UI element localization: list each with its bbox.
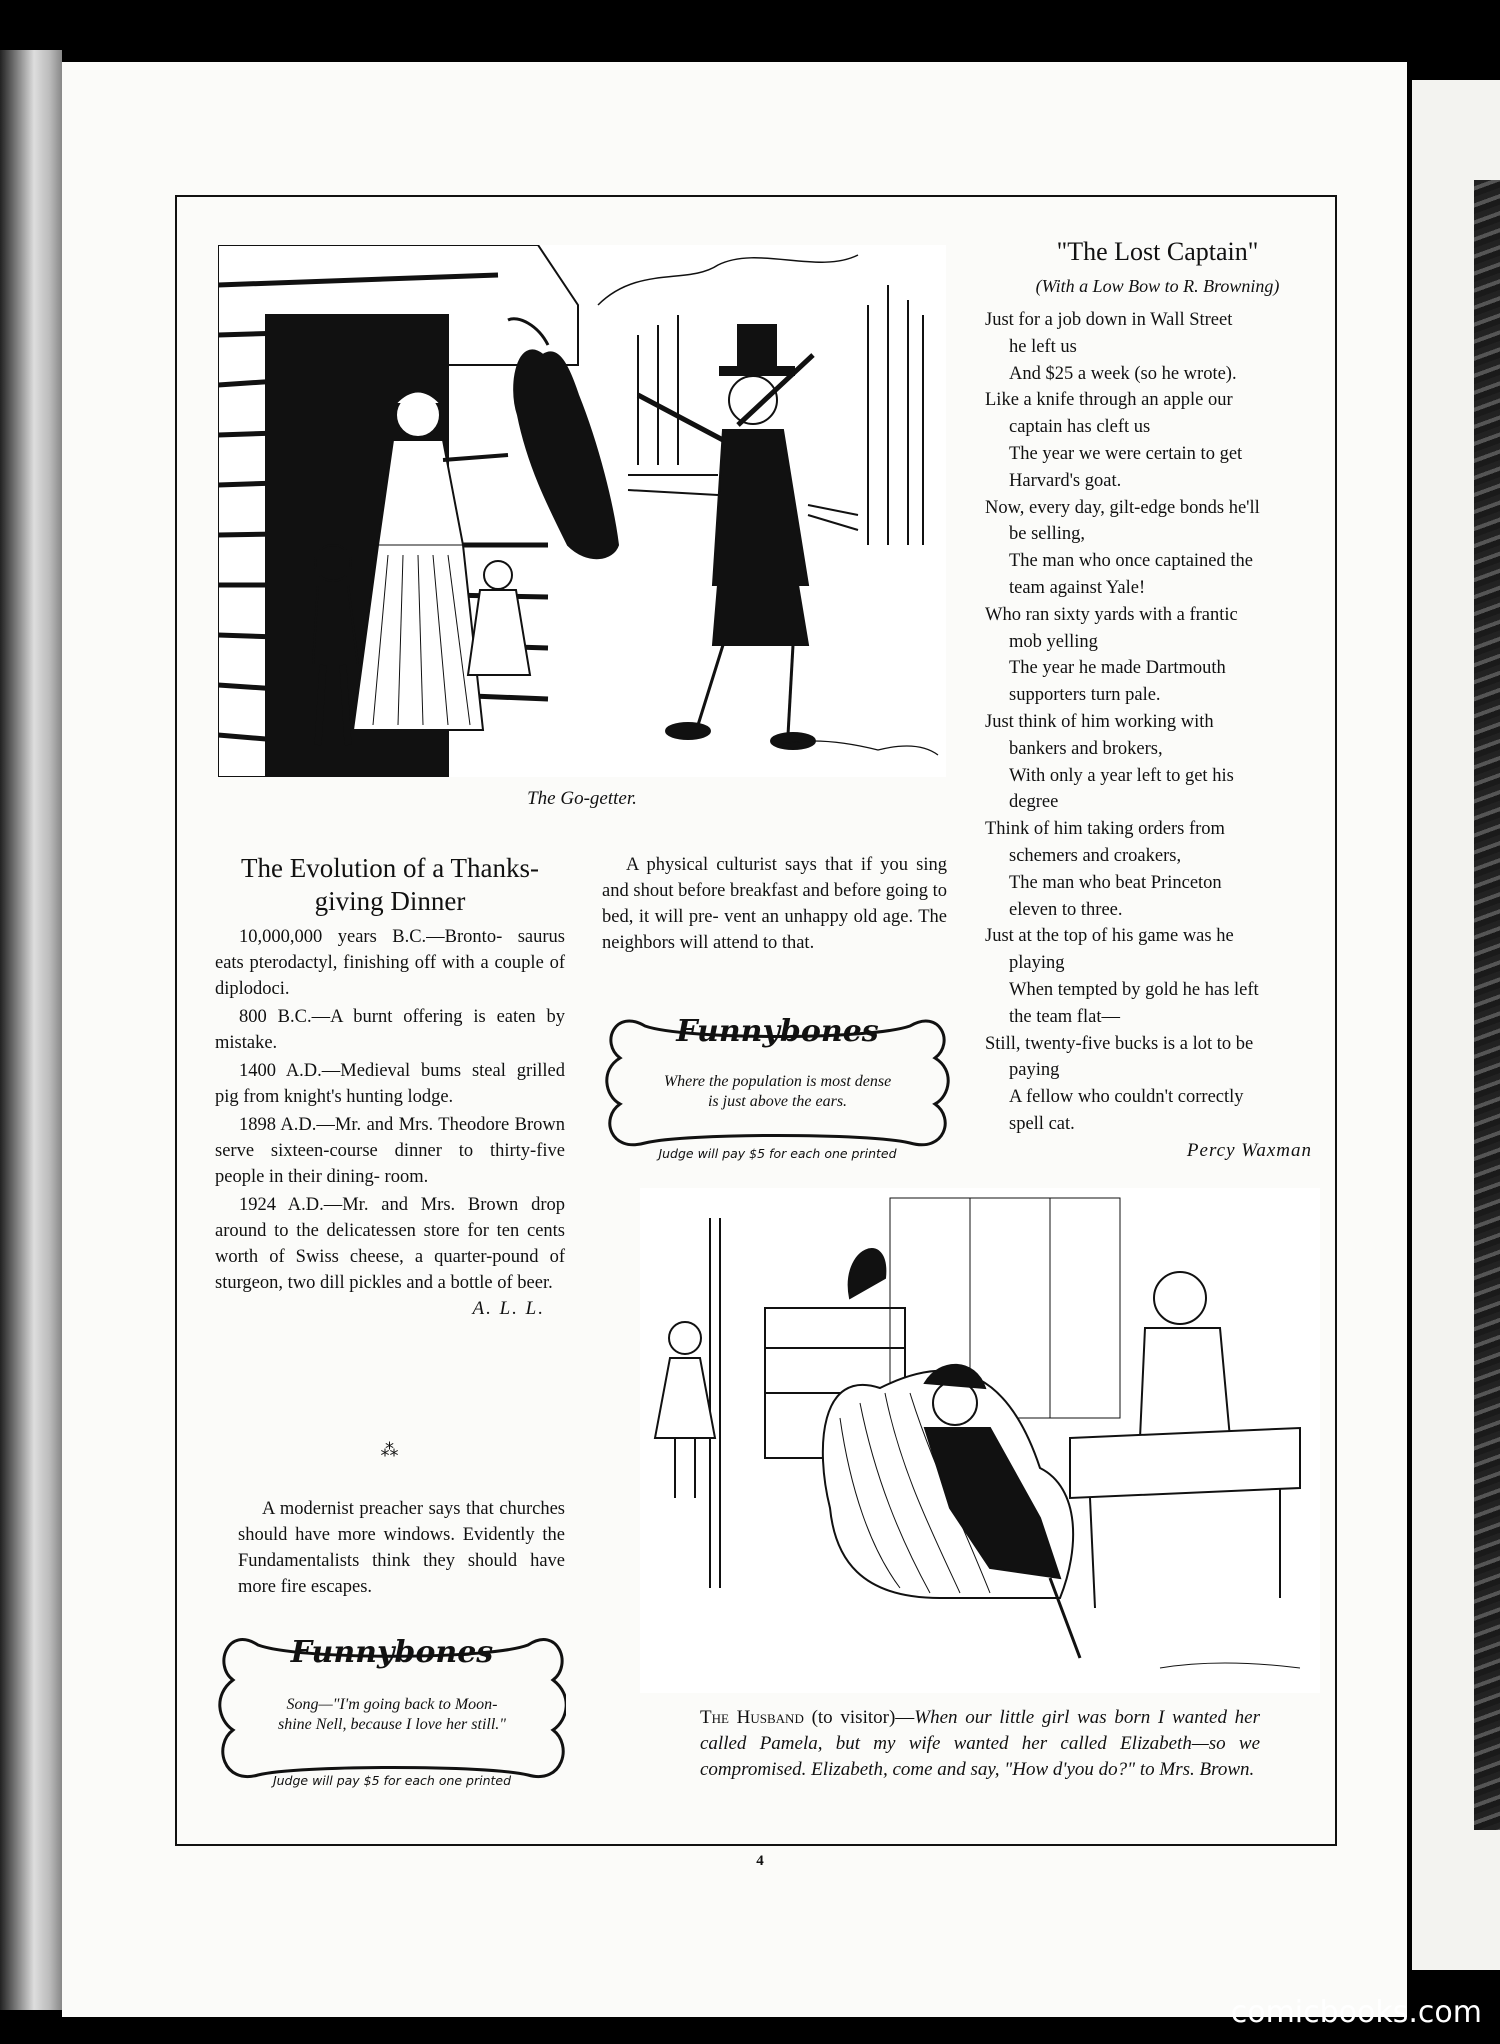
go-getter-illustration — [218, 245, 946, 777]
poem-line: Harvard's goat. — [1009, 470, 1122, 491]
preacher-joke-text: A modernist preacher says that churches should have more windows. Evidently the Fundamentalists think they should have more fire escapes. — [238, 1499, 565, 1597]
article-paragraph: 10,000,000 years B.C.—Bronto- saurus eats pterodactyl, finishing off with a couple of diplodoci. — [215, 927, 565, 999]
article-paragraph: 1400 A.D.—Medieval bums steal grilled pig from knight's hunting lodge. — [215, 1061, 565, 1107]
watermark: comicbooks.com — [1230, 1995, 1482, 2030]
poem-line: spell cat. — [1009, 1113, 1075, 1134]
husband-caption — [700, 1705, 1260, 1783]
funnybones-joke-line: is just above the ears. — [707, 1093, 848, 1110]
poem-line: The man who beat Princeton — [1009, 872, 1222, 893]
husband-illustration — [640, 1188, 1320, 1693]
poem-body — [985, 307, 1330, 1138]
poem-line: Who ran sixty yards with a frantic — [985, 604, 1238, 625]
funnybones-box-2 — [218, 1625, 566, 1797]
caption-speaker: The Husband — [700, 1707, 804, 1728]
poem-line: With only a year left to get his — [1009, 765, 1234, 786]
poem-line: he left us — [1009, 336, 1077, 357]
poem-line: Just for a job down in Wall Street — [985, 310, 1233, 330]
poem-line: be selling, — [1009, 524, 1086, 545]
poem-line: the team flat— — [1009, 1006, 1120, 1027]
caption-aside: (to visitor)— — [811, 1707, 915, 1728]
poem-title: "The Lost Captain" — [1056, 237, 1259, 266]
funnybones-title: Funnybones — [676, 1014, 879, 1049]
facing-page-artwork — [1474, 180, 1500, 1830]
poem-line: Still, twenty-five bucks is a lot to be — [985, 1033, 1254, 1054]
separator-asterism: ⁂ — [380, 1440, 400, 1460]
article-paragraph: 800 B.C.—A burnt offering is eaten by mistake. — [215, 1007, 565, 1053]
poem-line: A fellow who couldn't correctly — [1009, 1087, 1244, 1108]
poem-signature: Percy Waxman — [1186, 1139, 1312, 1161]
poem-line: The man who once captained the — [1009, 551, 1253, 572]
funnybones-title: Funnybones — [290, 1635, 494, 1670]
poem-subtitle: (With a Low Bow to R. Browning) — [1035, 276, 1280, 296]
preacher-joke — [238, 1496, 565, 1602]
poem-line: Just think of him working with — [985, 711, 1214, 732]
poem-line: mob yelling — [1009, 631, 1098, 652]
article-title-line2: giving Dinner — [314, 886, 466, 916]
go-getter-caption: The Go-getter. — [527, 788, 637, 809]
poem-line: schemers and croakers, — [1009, 845, 1182, 866]
poem-line: Now, every day, gilt-edge bonds he'll — [985, 497, 1260, 518]
lost-captain-poem — [985, 235, 1330, 1162]
funnybones-box-1 — [605, 1008, 950, 1160]
go-getter-drawing — [218, 245, 946, 777]
poem-line: When tempted by gold he has left — [1009, 979, 1259, 1000]
poem-line: captain has cleft us — [1009, 417, 1151, 438]
funnybones-joke-line: Song—"I'm going back to Moon- — [286, 1696, 498, 1713]
poem-line: The year he made Dartmouth — [1009, 658, 1226, 679]
husband-drawing — [640, 1188, 1320, 1693]
poem-line: eleven to three. — [1009, 899, 1123, 920]
poem-line: paying — [1009, 1060, 1060, 1081]
poem-line: degree — [1009, 792, 1059, 813]
evolution-article — [215, 852, 565, 1320]
book-edge — [0, 50, 62, 2010]
poem-line: playing — [1009, 953, 1065, 974]
poem-line: The year we were certain to get — [1009, 443, 1243, 464]
poem-line: team against Yale! — [1009, 577, 1146, 598]
poem-line: bankers and brokers, — [1009, 738, 1163, 759]
funnybones-joke-line: Where the population is most dense — [663, 1073, 892, 1090]
article-body — [215, 924, 565, 1296]
poem-line: Just at the top of his game was he — [985, 926, 1234, 947]
funnybones-fine-print: Judge will pay $5 for each one printed — [658, 1146, 897, 1161]
culturist-joke — [602, 852, 947, 958]
funnybones-joke-line: shine Nell, because I love her still." — [278, 1716, 506, 1733]
poem-line: supporters turn pale. — [1009, 685, 1161, 706]
funnybones-fine-print: Judge will pay $5 for each one printed — [272, 1773, 512, 1788]
article-signature: A. L. L. — [472, 1298, 545, 1319]
article-paragraph: 1924 A.D.—Mr. and Mrs. Brown drop around to the delicatessen store for ten cents worth of Swiss cheese, a quarter-pound of sturgeon, two dill pickles and a bottle of beer. — [215, 1195, 565, 1293]
caption-text: When our little girl was born I wanted her called Pamela, but my wife wanted her called Elizabeth—so we compromised. Elizabeth, come and say, "How d'you do?" to Mrs. Brown. — [700, 1707, 1261, 1780]
culturist-joke-text: A physical culturist says that if you sing and shout before breakfast and before going to bed, it will pre- vent an unhappy old age. The neighbors will attend to that. — [602, 855, 947, 953]
poem-line: And $25 a week (so he wrote). — [1009, 363, 1237, 384]
page-number: 4 — [756, 1853, 764, 1869]
facing-page — [1412, 80, 1500, 1970]
poem-line: Like a knife through an apple our — [985, 390, 1233, 411]
article-paragraph: 1898 A.D.—Mr. and Mrs. Theodore Brown serve sixteen-course dinner to thirty-five people in their dining- room. — [215, 1115, 565, 1187]
poem-line: Think of him taking orders from — [985, 819, 1225, 840]
article-title-line1: The Evolution of a Thanks- — [241, 853, 539, 883]
